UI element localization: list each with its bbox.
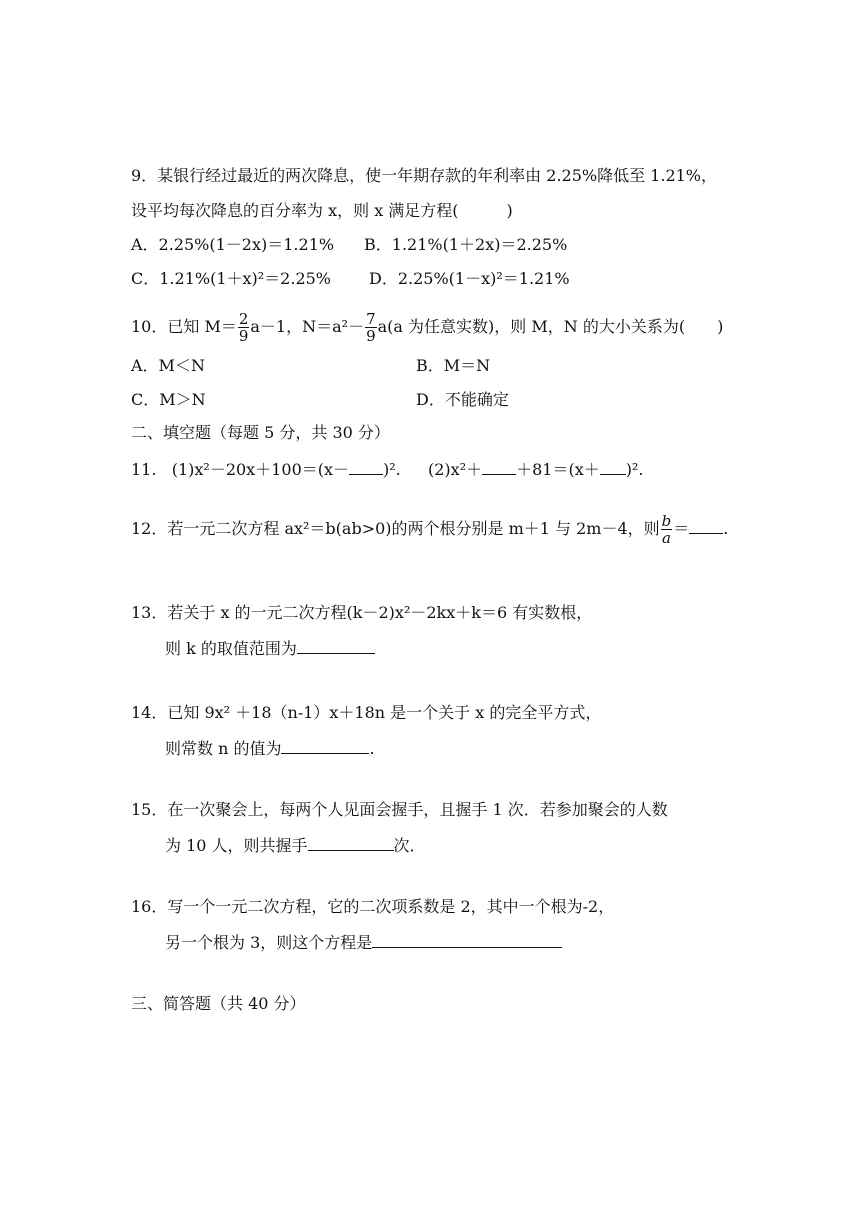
- q10-fraction-2-denominator: 9: [366, 327, 376, 345]
- q12-equals: ＝: [673, 519, 690, 538]
- q12-end: .: [723, 519, 729, 538]
- q10-option-c: C．M＞N: [131, 390, 206, 409]
- q13-stem-line1: 13．若关于 x 的一元二次方程(k－2)x²－2kx＋k＝6 有实数根，: [131, 603, 593, 622]
- q14-stem-line1: 14．已知 9x² ＋18（n-1）x＋18n 是一个关于 x 的完全平方式，: [131, 703, 602, 722]
- q13-stem-line2: [165, 637, 375, 659]
- q10-fraction-1-denominator: 9: [238, 327, 249, 345]
- q12-stem: 12．若一元二次方程 ax²＝b(ab>0)的两个根分别是 m＋1 与 2m－4，则: [131, 519, 660, 538]
- section-3-heading: 三、简答题（共 40 分）: [131, 994, 306, 1013]
- q14-stem-line2: [165, 737, 375, 759]
- q10-option-a: A．M＜N: [131, 356, 205, 375]
- q14-prompt: 则常数 n 的值为: [165, 739, 282, 758]
- q9-option-b: B．1.21%(1＋2x)＝2.25%: [364, 235, 568, 254]
- q15-stem-line2: [165, 834, 426, 856]
- q9-option-d: D．2.25%(1－x)²＝1.21%: [369, 269, 570, 288]
- section-2-heading: 二、填空题（每题 5 分，共 30 分）: [131, 423, 390, 442]
- q16-stem-line1: 16．写一个一元二次方程，它的二次项系数是 2，其中一个根为-2，: [131, 897, 615, 916]
- q11-part1-right: )².: [383, 460, 401, 479]
- q10-middle: a－1，N＝a²－: [250, 317, 365, 336]
- q10-fraction-2-numerator: 7: [366, 310, 376, 328]
- q10-fraction-1-numerator: 2: [238, 310, 249, 328]
- q14-answer-blank[interactable]: [281, 737, 369, 754]
- q11-part1-left: (1)x²－20x＋100＝(x－: [171, 460, 350, 479]
- q16-answer-blank[interactable]: [372, 931, 562, 948]
- q12-fraction-denominator: a: [662, 529, 671, 547]
- q9-stem-line2: 设平均每次降息的百分率为 x，则 x 满足方程( ): [131, 201, 513, 220]
- q11-number: 11.: [131, 460, 157, 479]
- q15-prompt: 为 10 人，则共握手: [165, 836, 308, 855]
- q15-stem-line1: 15．在一次聚会上，每两个人见面会握手，且握手 1 次．若参加聚会的人数: [131, 800, 668, 819]
- q10-fraction-2: [365, 311, 377, 344]
- q15-end: 次．: [393, 836, 426, 855]
- q12-answer-blank[interactable]: [689, 517, 723, 534]
- q12-fraction-numerator: b: [661, 512, 672, 530]
- q10-option-d: D．不能确定: [416, 390, 509, 409]
- q11-part2-blank-1[interactable]: [482, 458, 516, 475]
- q10-option-b: B．M＝N: [416, 356, 491, 375]
- q10-stem: [131, 310, 723, 344]
- q11-part2-left: (2)x²＋: [428, 460, 483, 479]
- q13-answer-blank[interactable]: [297, 637, 375, 654]
- q13-prompt: 则 k 的取值范围为: [165, 639, 297, 658]
- q10-fraction-1: [238, 311, 250, 344]
- q16-stem-line2: [165, 931, 562, 953]
- q10-suffix: a(a 为任意实数)，则 M，N 的大小关系为( ): [377, 317, 724, 336]
- q11-part2-middle: ＋81＝(x＋: [516, 460, 600, 479]
- q15-answer-blank[interactable]: [308, 834, 394, 851]
- q9-option-a: A．2.25%(1－2x)＝1.21%: [131, 235, 335, 254]
- q14-end: .: [369, 739, 375, 758]
- q11: [131, 458, 401, 480]
- q11-part2-blank-2[interactable]: [600, 458, 626, 475]
- q12-fraction: [661, 513, 673, 546]
- q16-prompt: 另一个根为 3，则这个方程是: [165, 933, 373, 952]
- q11-part2: [428, 458, 644, 480]
- q9-option-c: C．1.21%(1＋x)²＝2.25%: [131, 269, 332, 288]
- q10-prefix: 10．已知 M＝: [131, 317, 237, 336]
- q9-stem-line1: 9．某银行经过最近的两次降息，使一年期存款的年利率由 2.25%降低至 1.21%，: [131, 166, 718, 185]
- q12: [131, 512, 728, 546]
- q11-part1-blank[interactable]: [349, 458, 383, 475]
- q11-part2-right: )².: [625, 460, 644, 479]
